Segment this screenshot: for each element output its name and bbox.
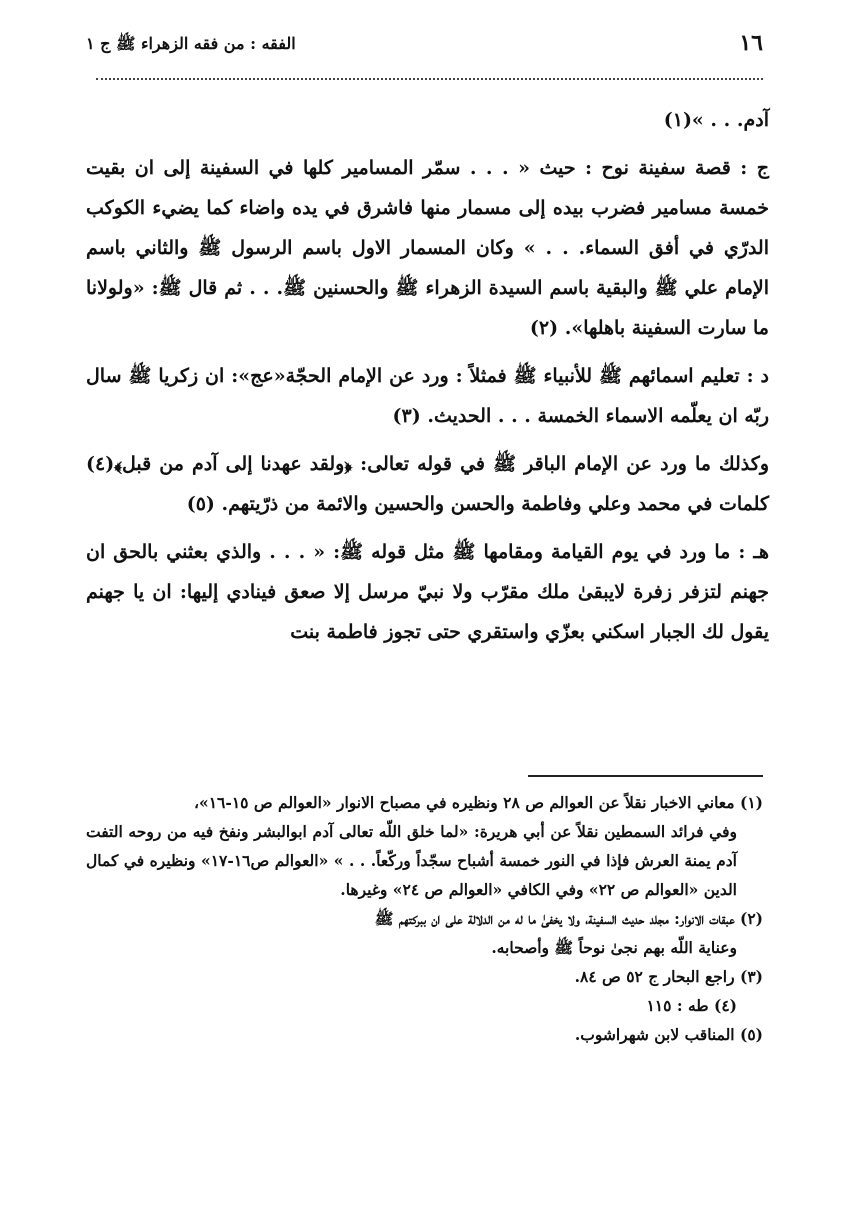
paragraph: ج : قصة سفينة نوح : حيث « . . . سمّر المسامير كلها في السفينة إلى ان بقيت خمسة مسامير فضرب بيده إلى مسمار منها فاشرق في يده واضاء كما يضيء الكوكب الدرّي في أفق السماء. . . » وكان المسمار الاول باسم الرسول ﷺ والثاني باسم الإمام علي ﷺ والبقية باسم السيدة الزهراء ﷺ والحسنين ﷺ. . . ثم قال ﷺ: «ولولانا ما سارت السفينة باهلها». (٢) [86,157,769,339]
footnote-2: (٢) عبقات الانوار: مجلد حديث السفينة، ولا يخفىٰ ما له من الدلالة على ان ببركتهم ﷺ [374,909,763,928]
main-text [86,100,769,652]
running-title: الفقه : من فقه الزهراء ﷺ ج ١ [86,34,296,53]
footnote-1-continued: وفي فرائد السمطين نقلاً عن أبي هريرة: «لما خلق اللّه تعالى آدم ابوالبشر ونفخ فيه من روحه التفت آدم يمنة العرش فإذا في النور خمسة أشباح سجّداً وركّعاً. . . » «العوالم ص١٦-١٧» ونظيره في كمال الدين «العوالم ص ٢٢» وفي الكافي «العوالم ص ٢٤» وغيرها. [86,822,737,899]
paragraph: هـ : ما ورد في يوم القيامة ومقامها ﷺ مثل قوله ﷺ: « . . . والذي بعثني بالحق ان جهنم لتزفر زفرة لايبقىٰ ملك مقرّب ولا نبيّ مرسل إلا صعق فينادي إليها: ان يا جهنم يقول لك الجبار اسكني بعزّي واستقري حتى تجوز فاطمة بنت [86,541,769,643]
footnote-4: (٤) طه : ١١٥ [646,996,737,1015]
footnote-5: (٥) المناقب لابن شهراشوب. [574,1025,763,1044]
paragraph: آدم. . . »(١) [663,109,769,131]
page-header [86,30,763,70]
paragraph: وكذلك ما ورد عن الإمام الباقر ﷺ في قوله تعالى: ﴿ولقد عهدنا إلى آدم من قبل﴾(٤) كلمات في محمد وعلي وفاطمة والحسن والحسين والائمة من ذرّيتهم. (٥) [86,453,769,515]
page-number: ١٦ [739,30,763,56]
footnotes [86,788,763,1049]
footnote-2-continued: وعناية اللّه بهم نجىٰ نوحاً ﷺ وأصحابه. [491,938,737,957]
footnote-divider [528,775,763,777]
footnote-1: (١) معاني الاخبار نقلاً عن العوالم ص ٢٨ ونظيره في مصباح الانوار «العوالم ص ١٥-١٦»، [194,793,763,812]
paragraph: د : تعليم اسمائهم ﷺ للأنبياء ﷺ فمثلاً : ورد عن الإمام الحجّة«عج»: ان زكريا ﷺ سال ربّه ان يعلّمه الاسماء الخمسة . . . الحديث. (٣) [86,365,769,427]
header-divider [96,78,763,80]
footnote-3: (٣) راجع البحار ج ٥٢ ص ٨٤. [574,967,763,986]
